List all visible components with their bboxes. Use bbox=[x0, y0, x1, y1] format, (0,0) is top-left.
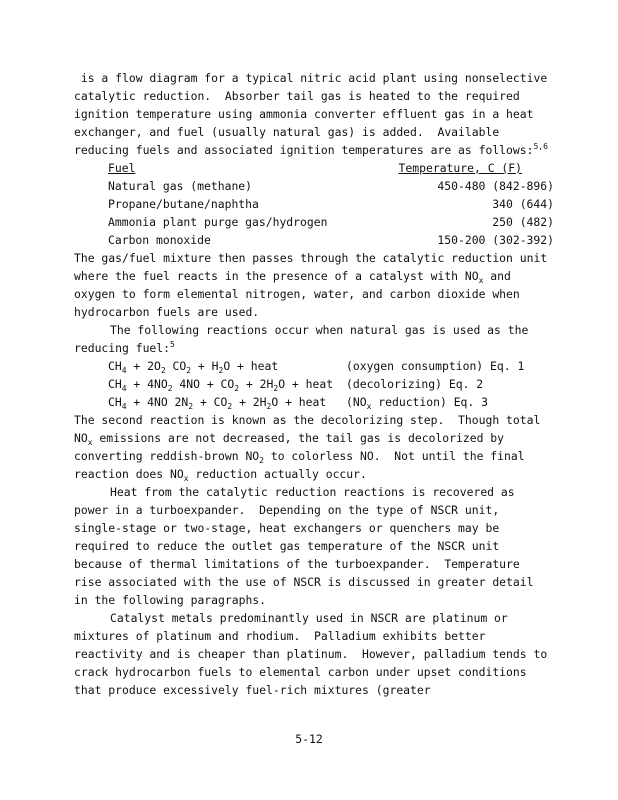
reaction-equation-3 bbox=[108, 393, 554, 411]
reference-superscript: 5,6 bbox=[533, 142, 548, 151]
table-row bbox=[108, 195, 554, 213]
reaction-note: ($NO_x$ reduction) Eq. 3 bbox=[346, 395, 488, 411]
fuel-cell: Ammonia plant purge gas/hydrogen bbox=[108, 215, 328, 229]
reaction-formula: $CH_4 + 4NO$ $2N_2 + CO_2 + 2H_2O$ + heat bbox=[108, 395, 327, 411]
reaction-equation-1 bbox=[108, 357, 554, 375]
page-number: 5-12 bbox=[295, 732, 323, 746]
paragraph-catalytic-unit: The gas/fuel mixture then passes through the catalytic reduction unit where the fuel reacts in the presence of a catalyst with $NO_x$ and oxygen to form elemental nitrogen, water, and carbon dioxide when hydrocarbon fuels are used. bbox=[74, 251, 555, 319]
reaction-formula: $CH_4 + 4NO_2$ $4NO + CO_2 + 2H_2O$ + heat bbox=[108, 377, 334, 393]
header-fuel: Fuel bbox=[108, 161, 136, 175]
reference-superscript: 5 bbox=[170, 340, 175, 349]
table-row bbox=[108, 177, 554, 195]
paragraph-reactions-intro: The following reactions occur when natural gas is used as the reducing fuel:$^5$ bbox=[74, 323, 536, 355]
temperature-cell: 150-200 (302-392) bbox=[437, 233, 554, 247]
fuel-temperature-table bbox=[108, 159, 554, 249]
header-temperature: Temperature, C (F) bbox=[398, 161, 522, 175]
paragraph-heat-recovery: Heat from the catalytic reduction reactions is recovered as power in a turboexpander. Depending on the type of NSCR unit, single-stage or two-stage, heat exchangers or quenchers may be required to reduce the outlet gas temperature of the NSCR unit because of thermal limitations of the turboexpander. Temperature rise associated with the use of NSCR is discussed in greater detail in the following paragraphs. bbox=[74, 485, 541, 607]
reaction-note: (oxygen consumption) Eq. 1 bbox=[346, 359, 525, 373]
temperature-cell: 250 (482) bbox=[492, 215, 554, 229]
table-header-row bbox=[108, 159, 554, 177]
reaction-note: (decolorizing) Eq. 2 bbox=[346, 377, 484, 391]
fuel-cell: Carbon monoxide bbox=[108, 233, 211, 247]
document-body bbox=[74, 69, 554, 699]
reaction-formula: $CH_4 + 2O_2$ $CO_2 + H_2O$ + heat bbox=[108, 359, 279, 375]
fuel-cell: Propane/butane/naphtha bbox=[108, 197, 259, 211]
reaction-equation-2 bbox=[108, 375, 554, 393]
paragraph-catalyst-metals: Catalyst metals predominantly used in NSCR are platinum or mixtures of platinum and rhodium. Palladium exhibits better reactivity and is cheaper than platinum. However, palladium tends to crack hydrocarbon fuels to elemental carbon under upset conditions that produce excessively fuel-rich mixtures (greater bbox=[74, 611, 555, 697]
table-row bbox=[108, 231, 554, 249]
table-row bbox=[108, 213, 554, 231]
temperature-cell: 450-480 (842-896) bbox=[437, 179, 554, 193]
paragraph-decolorizing: The second reaction is known as the decolorizing step. Though total $NO_x$ emissions are not decreased, the tail gas is decolorized by converting reddish-brown $NO_2$ to colorless NO. Not until the final reaction does $NO_x$ reduction actually occur. bbox=[74, 413, 548, 483]
temperature-cell: 340 (644) bbox=[492, 197, 554, 211]
paragraph-intro: is a flow diagram for a typical nitric acid plant using nonselective catalytic reduction. Absorber tail gas is heated to the required ignition temperature using ammonia converter effluent gas in a heat exchanger, and fuel (usually natural gas) is added. Available reducing fuels and associated ignition temperatures are as follows:$^{5,6}$ bbox=[74, 71, 555, 157]
fuel-cell: Natural gas (methane) bbox=[108, 179, 253, 193]
